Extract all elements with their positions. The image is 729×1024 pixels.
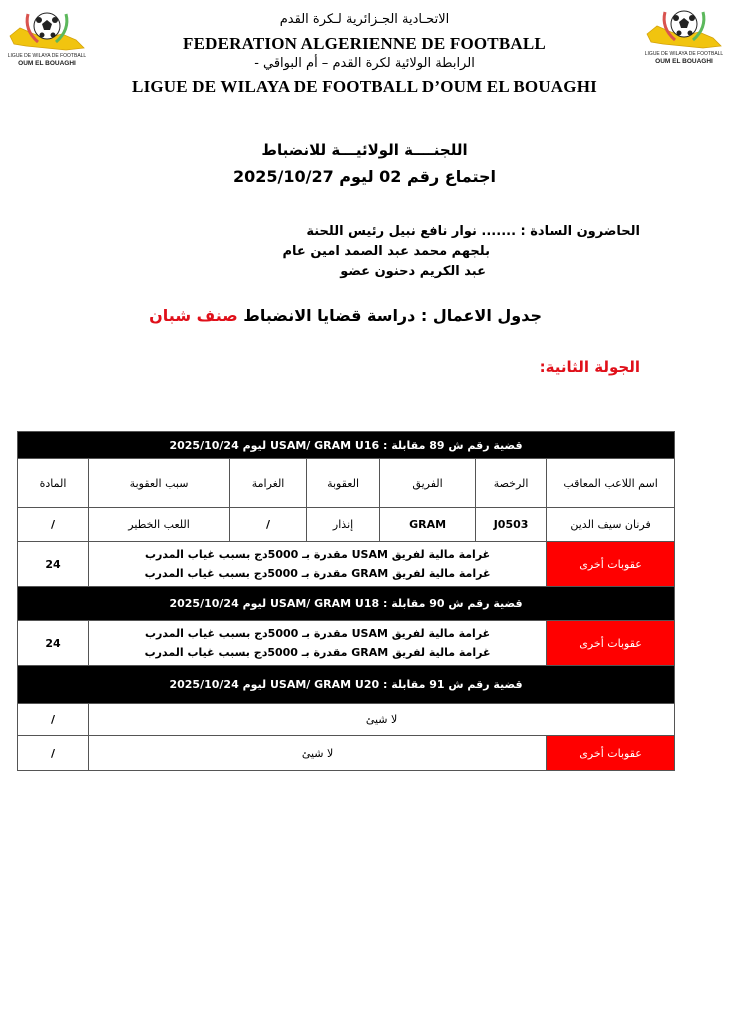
case-90-header [18,587,675,621]
col-sanction: العقوبة [307,459,380,508]
other-sanctions-details [89,621,547,666]
case-91-header [18,666,675,704]
license: J0503 [476,508,547,542]
other-sanctions-label: عقوبات أخرى [547,542,675,587]
fine-line: غرامة مالية لفريق USAM مقدرة بـ 5000دج بسبب غياب المدرب [144,548,491,561]
round-title: الجولة الثانية: [539,358,640,376]
meeting-info: اجتماع رقم 02 ليوم 2025/10/27 [232,167,497,186]
col-license: الرخصة [476,459,547,508]
player-name: فرنان سيف الدين [547,508,675,542]
case-title: قضية رقم ش 90 مقابلة : USAM/ GRAM U18 ليوم 2025/10/24 [18,587,675,621]
agenda-category: صنف شبان [149,306,238,325]
logo-text-line1: LIGUE DE WILAYA DE FOOTBALL [7,53,87,59]
article: / [18,704,89,736]
reason: اللعب الخطير [89,508,230,542]
logo-text-line1: LIGUE DE WILAYA DE FOOTBALL [644,51,724,57]
agenda [149,306,542,325]
table-row [18,704,675,736]
federation-name-arabic: الاتحـادية الجـزائرية لـكرة القدم [279,12,450,27]
article: / [18,508,89,542]
fine-line: غرامة مالية لفريق USAM مقدرة بـ 5000دج بسبب غياب المدرب [144,627,491,640]
logo-text-line2: OUM EL BOUAGHI [655,58,713,65]
agenda-text: جدول الاعمال : دراسة قضايا الانضباط [243,306,542,325]
case-title: قضية رقم ش 91 مقابلة : USAM/ GRAM U20 ليوم 2025/10/24 [18,666,675,704]
committee-title: اللجنــــة الولائيـــة للانضباط [261,141,468,159]
fine: / [230,508,307,542]
attendees-line-1: الحاضرون السادة : ....... نوار نافع نبيل رئيس اللحنة [306,224,640,239]
league-name-french: LIGUE DE WILAYA DE FOOTBALL D’OUM EL BOUAGHI [132,77,597,96]
other-sanctions-row [18,542,675,587]
players-none: لا شيئ [89,704,675,736]
attendees-line-2: بلجهم محمد عبد الصمد امين عام [282,244,490,259]
team: GRAM [380,508,476,542]
league-name-arabic: الرابطة الولائية لكرة القدم – أم البواقي - [254,56,475,71]
other-sanctions-row [18,736,675,771]
attendees-line-3: عبد الكريم دحنون عضو [340,264,486,279]
column-header-row [18,459,675,508]
other-sanctions-details [89,542,547,587]
table-row [18,508,675,542]
col-team: الفريق [380,459,476,508]
col-reason: سبب العقوبة [89,459,230,508]
col-article: المادة [18,459,89,508]
other-sanctions-row [18,621,675,666]
logo-text-line2: OUM EL BOUAGHI [18,60,76,67]
sanction: إنذار [307,508,380,542]
discipline-table [17,431,675,771]
article: 24 [18,542,89,587]
fine-line: غرامة مالية لفريق GRAM مقدرة بـ 5000دج بسبب غياب المدرب [144,567,491,580]
case-89-header [18,432,675,459]
other-sanctions-none: لا شيئ [89,736,547,771]
other-sanctions-label: عقوبات أخرى [547,736,675,771]
case-title: قضية رقم ش 89 مقابلة : USAM/ GRAM U16 ليوم 2025/10/24 [18,432,675,459]
article: 24 [18,621,89,666]
fine-line: غرامة مالية لفريق GRAM مقدرة بـ 5000دج بسبب غياب المدرب [144,646,491,659]
col-fine: الغرامة [230,459,307,508]
col-player-name: اسم اللاعب المعاقب [547,459,675,508]
article: / [18,736,89,771]
other-sanctions-label: عقوبات أخرى [547,621,675,666]
federation-name-french: FEDERATION ALGERIENNE DE FOOTBALL [183,34,546,53]
